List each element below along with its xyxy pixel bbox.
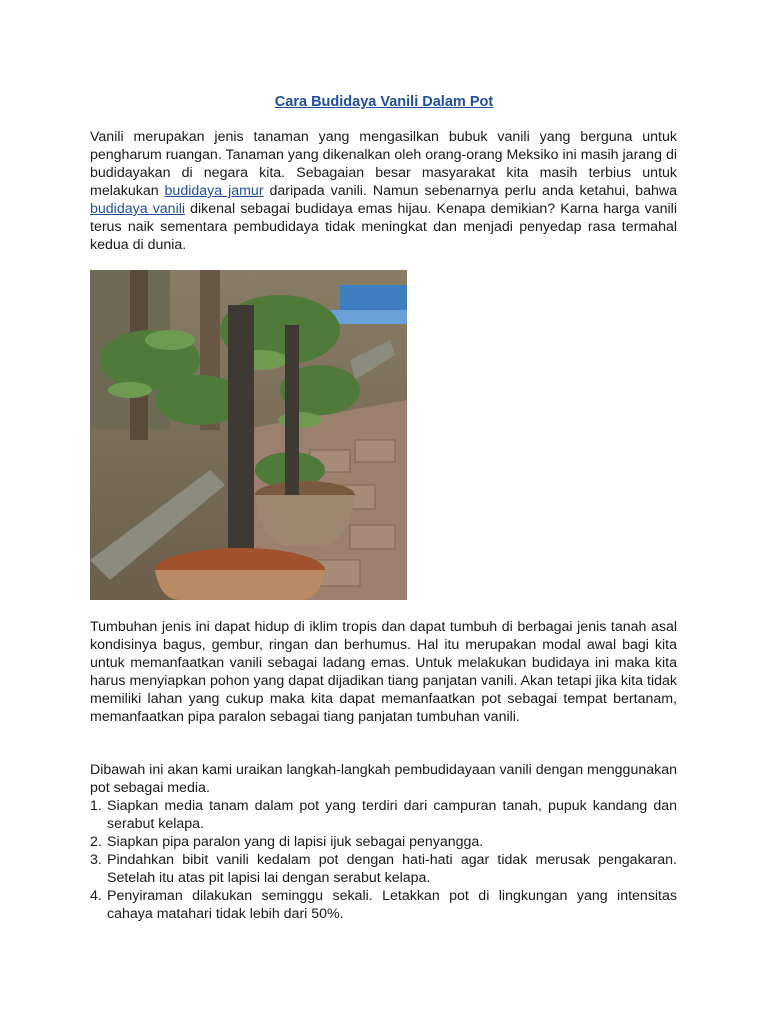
intro-paragraph — [90, 128, 677, 254]
list-item — [90, 887, 677, 923]
budidaya-jamur-link[interactable]: budidaya jamur — [164, 183, 264, 199]
intro-text-1: Vanili merupakan jenis tanaman yang mengasilkan bubuk vanili yang berguna untuk pengharum ruangan. Tanaman yang dikenalkan oleh orang-orang Meksiko ini masih jarang di budidayakan di negara kita. Sebagaian besar masyarakat kita masih terbius untuk melakukan — [90, 129, 677, 199]
body-paragraph-3: Dibawah ini akan kami uraikan langkah-langkah pembudidayaan vanili dengan menggunakan pot sebagai media. — [90, 762, 677, 796]
step-text: Siapkan media tanam dalam pot yang terdiri dari campuran tanah, pupuk kandang dan serabut kelapa. — [107, 798, 677, 832]
list-item — [90, 851, 677, 887]
step-number: 3. — [90, 852, 102, 868]
body-paragraph-2: Tumbuhan jenis ini dapat hidup di iklim tropis dan dapat tumbuh di berbagai jenis tanah asal kondisinya bagus, gembur, ringan dan berhumus. Hal itu merupakan modal awal bagi kita untuk memanfaatkan vanili sebagai ladang emas. Untuk melakukan budidaya ini maka kita harus menyiapkan pohon yang dapat dijadikan tiang panjatan vanili. Akan tetapi jika kita tidak memiliki lahan yang cukup maka kita dapat memanfaatkan pot sebagai tempat bertanam, memanfaatkan pipa paralon sebagai tiang panjatan tumbuhan vanili. — [90, 619, 677, 725]
steps-list — [90, 797, 677, 923]
list-item — [90, 797, 677, 833]
step-text: Pindahkan bibit vanili kedalam pot dengan hati-hati agar tidak merusak pengakaran. Setelah itu atas pit lapisi lai dengan serabut kelapa. — [107, 852, 677, 886]
intro-text-2: daripada vanili. Namun sebenarnya perlu anda ketahui, bahwa — [263, 183, 677, 199]
vanilla-plant-photo — [90, 270, 407, 600]
intro-text-3: dikenal sebagai budidaya emas hijau. Kenapa demikian? Karna harga vanili terus naik sementara pembudidaya tidak meningkat dan menjadi penyedap rasa termahal kedua di dunia. — [90, 201, 677, 253]
page-title[interactable] — [0, 94, 768, 110]
list-item — [90, 833, 677, 851]
title-link[interactable]: Cara Budidaya Vanili Dalam Pot — [274, 94, 494, 110]
step-text: Siapkan pipa paralon yang di lapisi ijuk sebagai penyangga. — [107, 834, 484, 850]
step-number: 4. — [90, 888, 102, 904]
budidaya-vanili-link[interactable]: budidaya vanili — [90, 201, 186, 217]
step-text: Penyiraman dilakukan seminggu sekali. Letakkan pot di lingkungan yang intensitas cahaya matahari tidak lebih dari 50%. — [107, 888, 677, 922]
step-number: 2. — [90, 834, 102, 850]
step-number: 1. — [90, 798, 102, 814]
